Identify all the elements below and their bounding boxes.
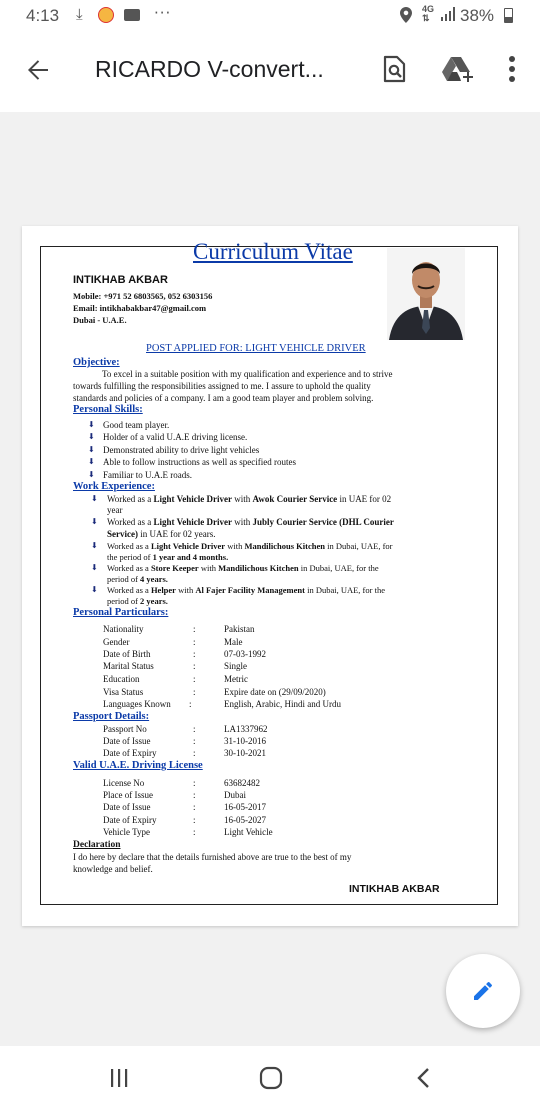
field-value: Male	[224, 637, 243, 647]
work-item-cont: period of 2 years.	[107, 596, 168, 606]
location-icon	[400, 7, 412, 23]
passport-heading: Passport Details:	[73, 711, 150, 722]
more-vert-icon[interactable]	[500, 52, 524, 86]
bullet-arrow-icon: ⬇	[91, 563, 98, 572]
work-item: Worked as a Light Vehicle Driver with Awok Courier Service in UAE for 02	[107, 494, 392, 504]
field-label: Education	[103, 674, 140, 684]
field-label: Marital Status	[103, 661, 154, 671]
field-value: 30-10-2021	[224, 748, 266, 758]
personal-skills-heading: Personal Skills:	[73, 404, 143, 415]
work-item: Worked as a Helper with Al Fajer Facility Management in Dubai, UAE, for the	[107, 585, 385, 595]
field-label: License No	[103, 778, 145, 788]
field-label: Nationality	[103, 624, 144, 634]
edit-button[interactable]	[446, 954, 520, 1028]
field-value: English, Arabic, Hindi and Urdu	[224, 699, 341, 709]
field-label: Date of Expiry	[103, 815, 157, 825]
field-value: Metric	[224, 674, 248, 684]
field-colon: :	[193, 674, 196, 684]
field-colon: :	[193, 687, 196, 697]
field-label: Date of Issue	[103, 802, 151, 812]
work-item-cont: the period of 1 year and 4 months.	[107, 552, 229, 562]
mobile-line: Mobile: +971 52 6803565, 052 6303156	[73, 291, 213, 301]
work-item: Worked as a Light Vehicle Driver with Mandilichous Kitchen in Dubai, UAE, for	[107, 541, 393, 551]
field-label: Date of Expiry	[103, 748, 157, 758]
field-label: Visa Status	[103, 687, 144, 697]
field-label: Date of Birth	[103, 649, 151, 659]
field-value: 31-10-2016	[224, 736, 266, 746]
field-colon: :	[193, 815, 196, 825]
work-item: Worked as a Store Keeper with Mandilichous Kitchen in Dubai, UAE, for the	[107, 563, 379, 573]
field-value: 07-03-1992	[224, 649, 266, 659]
field-colon: :	[193, 790, 196, 800]
field-label: Vehicle Type	[103, 827, 150, 837]
field-colon: :	[193, 661, 196, 671]
bullet-arrow-icon: ⬇	[88, 432, 95, 441]
back-arrow-icon[interactable]	[22, 54, 54, 86]
field-label: Gender	[103, 637, 130, 647]
bullet-arrow-icon: ⬇	[88, 470, 95, 479]
field-colon: :	[193, 637, 196, 647]
signal-icon	[440, 6, 456, 22]
field-colon: :	[193, 736, 196, 746]
skill-item: Familiar to U.A.E roads.	[103, 470, 192, 480]
bullet-arrow-icon: ⬇	[88, 420, 95, 429]
bullet-arrow-icon: ⬇	[88, 457, 95, 466]
download-icon: ⤓	[76, 5, 83, 23]
work-experience-heading: Work Experience:	[73, 481, 155, 492]
field-value: Dubai	[224, 790, 246, 800]
message-icon	[124, 9, 140, 21]
cv-title: Curriculum Vitae	[193, 239, 353, 264]
declaration-line-2: knowledge and belief.	[73, 864, 153, 874]
field-colon: :	[193, 802, 196, 812]
field-value: 63682482	[224, 778, 260, 788]
skill-item: Demonstrated ability to drive light vehicles	[103, 445, 260, 455]
bullet-arrow-icon: ⬇	[91, 494, 98, 503]
skill-item: Good team player.	[103, 420, 170, 430]
app-notification-icon	[98, 7, 114, 23]
objective-line-1: To excel in a suitable position with my qualification and experience and to strive	[102, 369, 393, 379]
field-colon: :	[193, 748, 196, 758]
edit-pencil-icon	[471, 979, 495, 1003]
document-title: RICARDO V-convert...	[95, 56, 324, 82]
field-colon: :	[193, 624, 196, 634]
battery-percent: 38%	[460, 6, 495, 25]
skill-item: Able to follow instructions as well as specified routes	[103, 457, 296, 467]
field-value: Expire date on (29/09/2020)	[224, 687, 326, 697]
personal-particulars-heading: Personal Particulars:	[73, 607, 169, 618]
field-colon: :	[193, 778, 196, 788]
home-icon[interactable]	[259, 1066, 283, 1090]
back-icon[interactable]	[414, 1066, 434, 1090]
objective-heading: Objective:	[73, 357, 120, 368]
post-applied: POST APPLIED FOR: LIGHT VEHICLE DRIVER	[146, 343, 366, 354]
field-value: Light Vehicle	[224, 827, 273, 837]
objective-line-3: standards and policies of a company. I am a good team player and problem solving.	[73, 393, 374, 403]
license-heading: Valid U.A.E. Driving License	[73, 760, 203, 771]
work-item-cont: Service) in UAE for 02 years.	[107, 529, 216, 539]
location-line: Dubai - U.A.E.	[73, 315, 127, 325]
objective-line-2: towards fulfilling the responsibilities assigned to me. I assure to uphold the quality	[73, 381, 371, 391]
field-value: 16-05-2017	[224, 802, 266, 812]
field-colon: :	[193, 649, 196, 659]
field-label: Passport No	[103, 724, 147, 734]
document-page	[22, 226, 518, 926]
field-label: Date of Issue	[103, 736, 151, 746]
field-colon: :	[193, 724, 196, 734]
email-line: Email: intikhabakbar47@gmail.com	[73, 303, 207, 313]
bullet-arrow-icon: ⬇	[91, 517, 98, 526]
skill-item: Holder of a valid U.A.E driving license.	[103, 432, 248, 442]
work-item-cont: period of 4 years.	[107, 574, 168, 584]
bullet-arrow-icon: ⬇	[91, 585, 98, 594]
battery-icon	[504, 8, 513, 23]
more-notifications-icon: ···	[154, 4, 172, 22]
navigation-bar	[0, 1046, 540, 1110]
work-item-cont: year	[107, 505, 123, 515]
field-colon: :	[193, 827, 196, 837]
bullet-arrow-icon: ⬇	[91, 541, 98, 550]
field-label: Languages Known	[103, 699, 171, 709]
applicant-name: INTIKHAB AKBAR	[73, 274, 168, 286]
network-type: 4G ⇅	[422, 4, 435, 23]
field-label: Place of Issue	[103, 790, 153, 800]
find-in-page-icon[interactable]	[379, 54, 409, 84]
declaration-heading: Declaration	[73, 840, 121, 850]
status-bar	[0, 0, 540, 34]
declaration-line-1: I do here by declare that the details furnished above are true to the best of my	[73, 852, 352, 862]
add-to-drive-icon[interactable]	[440, 54, 474, 84]
field-value: Pakistan	[224, 624, 255, 634]
field-value: 16-05-2027	[224, 815, 266, 825]
field-colon: :	[189, 699, 192, 709]
profile-photo	[387, 248, 465, 340]
work-item: Worked as a Light Vehicle Driver with Jubly Courier Service (DHL Courier	[107, 517, 394, 527]
field-value: Single	[224, 661, 248, 671]
status-time: 4:13	[26, 6, 60, 25]
signature-name: INTIKHAB AKBAR	[349, 883, 440, 895]
field-value: LA1337962	[224, 724, 268, 734]
bullet-arrow-icon: ⬇	[88, 445, 95, 454]
app-bar	[0, 34, 540, 112]
recent-apps-icon[interactable]	[108, 1068, 130, 1088]
